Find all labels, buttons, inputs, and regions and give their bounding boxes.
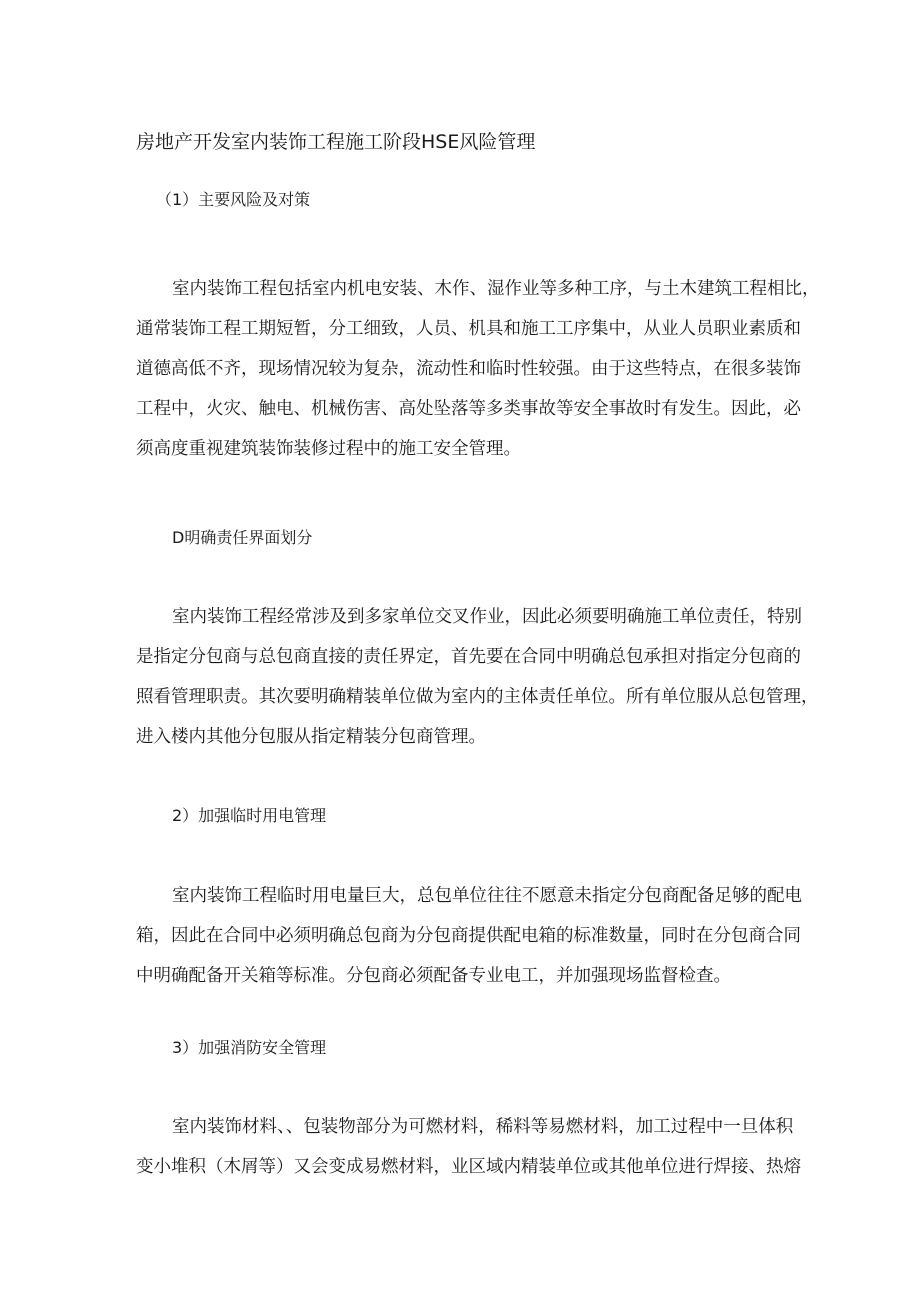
paragraph-line: 进入楼内其他分包服从指定精装分包商管理。 <box>136 727 486 747</box>
paragraph-line: 室内装饰工程包括室内机电安装、木作、湿作业等多种工序，与土木建筑工程相比， <box>172 279 820 299</box>
section-heading-main-risks: （1）主要风险及对策 <box>156 190 311 209</box>
intro-paragraph <box>136 269 820 469</box>
item3-paragraph <box>136 1107 801 1187</box>
paragraph-line: 室内装饰工程临时用电量巨大，总包单位往往不愿意未指定分包商配备足够的配电 <box>172 886 802 906</box>
paragraph-line: 变小堆积（木屑等）又会变成易燃材料，业区域内精装单位或其他单位进行焊接、热熔 <box>136 1157 801 1177</box>
paragraph-line: 须高度重视建筑装饰装修过程中的施工安全管理。 <box>136 439 521 459</box>
document-title: 房地产开发室内装饰工程施工阶段HSE风险管理 <box>136 131 536 153</box>
item1-heading: D明确责任界面划分 <box>172 528 313 547</box>
paragraph-line: 中明确配备开关箱等标准。分包商必须配备专业电工，并加强现场监督检查。 <box>136 966 731 986</box>
item3-heading: 3）加强消防安全管理 <box>172 1038 327 1057</box>
paragraph-line: 工程中，火灾、触电、机械伤害、高处坠落等多类事故等安全事故时有发生。因此，必 <box>136 399 801 419</box>
item2-paragraph <box>136 876 802 996</box>
paragraph-line: 是指定分包商与总包商直接的责任界定，首先要在合同中明确总包承担对指定分包商的 <box>136 647 801 667</box>
paragraph-line: 通常装饰工程工期短暂，分工细致，人员、机具和施工工序集中，从业人员职业素质和 <box>136 319 801 339</box>
paragraph-line: 室内装饰材料、、包装物部分为可燃材料，稀料等易燃材料，加工过程中一旦体积 <box>172 1117 794 1137</box>
paragraph-line: 照看管理职责。其次要明确精装单位做为室内的主体责任单位。所有单位服从总包管理， <box>136 687 819 707</box>
paragraph-line: 道德高低不齐，现场情况较为复杂，流动性和临时性较强。由于这些特点，在很多装饰 <box>136 359 801 379</box>
paragraph-line: 箱，因此在合同中必须明确总包商为分包商提供配电箱的标准数量，同时在分包商合同 <box>136 926 801 946</box>
item2-heading: 2）加强临时用电管理 <box>172 806 327 825</box>
item1-paragraph <box>136 597 819 757</box>
paragraph-line: 室内装饰工程经常涉及到多家单位交叉作业，因此必须要明确施工单位责任，特别 <box>172 607 802 627</box>
